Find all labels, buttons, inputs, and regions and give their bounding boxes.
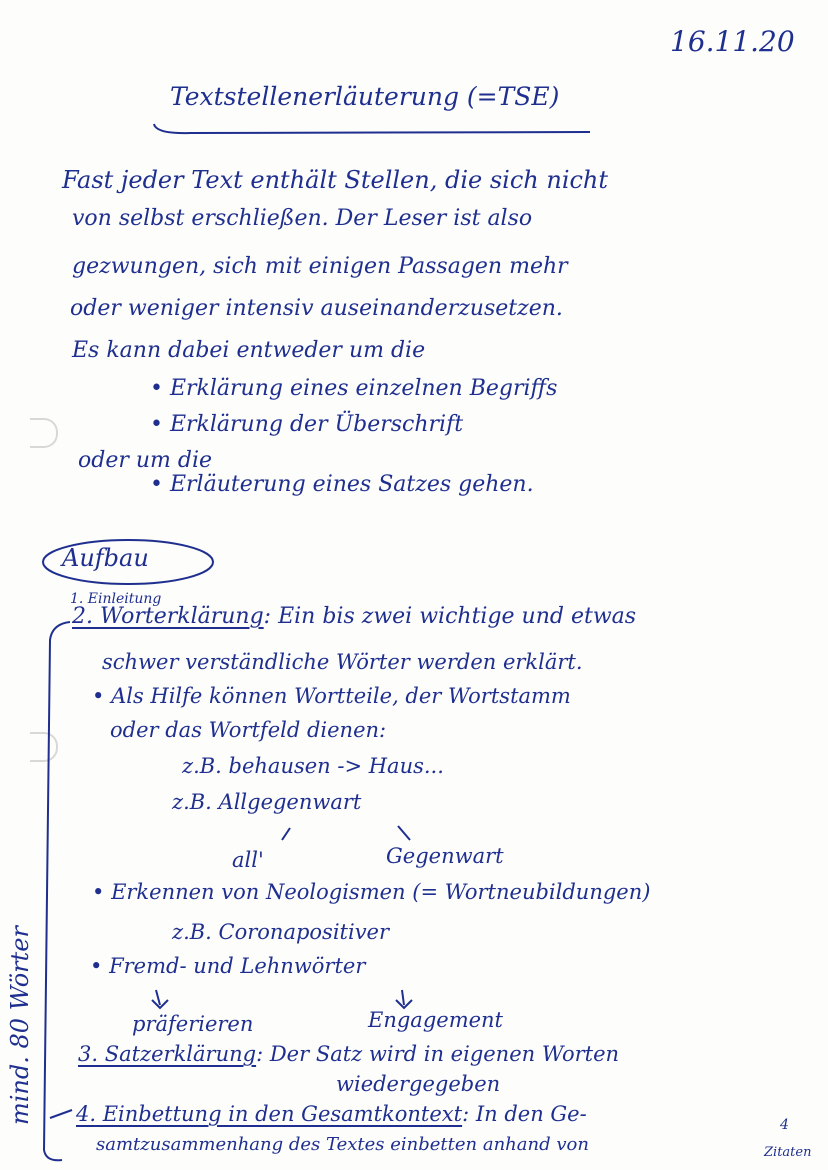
fremd-left: präferieren — [132, 1012, 254, 1036]
aufbau-item-3-text: : Der Satz wird in eigenen Worten — [256, 1042, 620, 1066]
intro-line-1: Fast jeder Text enthält Stellen, die sich nicht — [62, 166, 609, 194]
neologismen-line: • Erkennen von Neologismen (= Wortneubildungen) — [92, 880, 651, 904]
intro-bullet-1-text: Erklärung eines einzelnen Begriffs — [169, 376, 558, 401]
aufbau-item-2-text: : Ein bis zwei wichtige und etwas — [263, 604, 637, 629]
split-left: all' — [232, 848, 264, 872]
aufbau-item-3 — [78, 1044, 619, 1065]
margin-connector — [50, 1110, 72, 1118]
intro-bullet-2: • Erklärung der Überschrift — [150, 412, 464, 437]
margin-note: mind. 80 Wörter — [6, 926, 34, 1125]
hilfe-line-1-text: Als Hilfe können Wortteile, der Wortstamm — [111, 684, 571, 708]
intro-line-2: von selbst erschließen. Der Leser ist also — [72, 206, 533, 231]
split-stroke-right — [398, 826, 410, 840]
intro-bullet-2-text: Erklärung der Überschrift — [169, 412, 464, 437]
aufbau-item-4 — [76, 1104, 587, 1125]
arrow-down-left — [152, 990, 168, 1008]
aufbau-item-2 — [72, 606, 636, 628]
aufbau-item-4-tail: Zitaten — [764, 1145, 812, 1160]
aufbau-item-4-line-2: samtzusammenhang des Textes einbetten anhand von — [96, 1134, 589, 1155]
intro-line-5: Es kann dabei entweder um die — [72, 338, 426, 363]
fremd-right: Engagement — [368, 1008, 503, 1032]
aufbau-item-4-sup: 4 — [780, 1117, 789, 1133]
arrow-down-right — [396, 990, 412, 1008]
section-bracket — [44, 622, 70, 1160]
intro-line-3: gezwungen, sich mit einigen Passagen mehr — [72, 254, 568, 279]
aufbau-heading: Aufbau — [62, 544, 149, 572]
hilfe-line-1: • Als Hilfe können Wortteile, der Wortstamm — [92, 684, 571, 708]
example-3: z.B. Coronapositiver — [172, 920, 390, 944]
aufbau-item-1: 1. Einleitung — [70, 591, 162, 607]
fremd-text: Fremd- und Lehnwörter — [109, 954, 366, 978]
hilfe-line-2: oder das Wortfeld dienen: — [110, 718, 387, 742]
aufbau-item-2-line-2: schwer verständliche Wörter werden erklärt. — [102, 650, 583, 674]
split-stroke-left — [282, 828, 290, 840]
example-1: z.B. behausen -> Haus... — [182, 754, 444, 778]
aufbau-item-2-label: 2. Worterklärung — [72, 604, 264, 629]
intro-line-4: oder weniger intensiv auseinanderzusetzen. — [70, 296, 563, 321]
page-title: Textstellenerläuterung (=TSE) — [170, 82, 560, 111]
split-right: Gegenwart — [386, 844, 504, 868]
date: 16.11.20 — [670, 25, 795, 58]
intro-oder-line: oder um die — [78, 448, 213, 473]
aufbau-item-4-label: 4. Einbettung in den Gesamtkontext — [76, 1102, 463, 1126]
example-2: z.B. Allgegenwart — [172, 790, 362, 814]
intro-bullet-3: • Erläuterung eines Satzes gehen. — [150, 472, 534, 497]
aufbau-item-3-line-2: wiedergegeben — [336, 1072, 501, 1096]
intro-bullet-1: • Erklärung eines einzelnen Begriffs — [150, 376, 558, 401]
intro-bullet-3-text: Erläuterung eines Satzes gehen. — [169, 472, 534, 497]
aufbau-item-3-label: 3. Satzerklärung — [78, 1042, 257, 1066]
aufbau-item-4-text: : In den Ge- — [462, 1102, 587, 1126]
neologismen-text: Erkennen von Neologismen (= Wortneubildungen) — [111, 880, 651, 904]
fremd-line: • Fremd- und Lehnwörter — [90, 954, 366, 978]
aufbau-circle — [43, 540, 213, 584]
